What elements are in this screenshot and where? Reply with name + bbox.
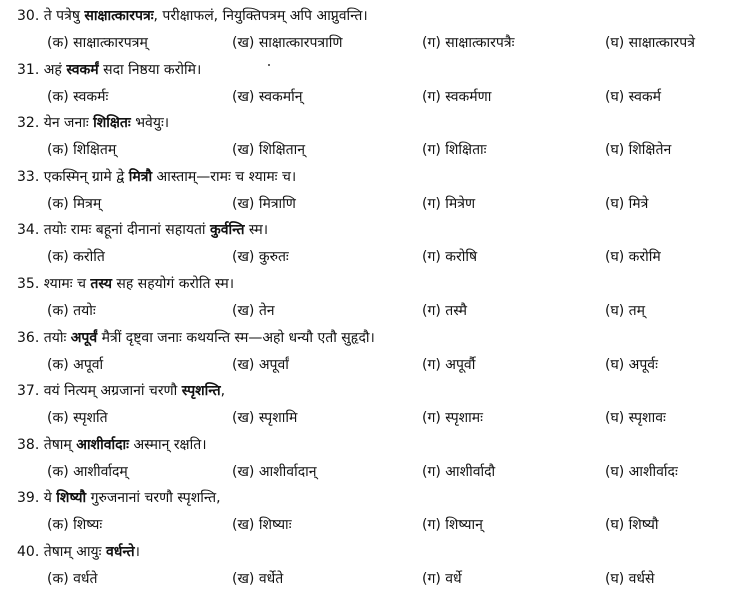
- question-number: 34.: [17, 222, 40, 239]
- option: (क) शिक्षितम्: [47, 142, 117, 159]
- question-stem: [17, 57, 201, 83]
- stem-text: तेषाम् आयुः: [43, 543, 106, 560]
- option: (ग) आशीर्वादौ: [422, 463, 496, 480]
- question-number: 36.: [17, 329, 40, 346]
- stem-text: येन जनाः: [43, 115, 94, 132]
- option: (ग) साक्षात्कारपत्रैः: [422, 35, 515, 51]
- question-number: 35.: [17, 275, 40, 292]
- question-item: [0, 325, 738, 379]
- option: (ग) अपूर्वौ: [422, 356, 476, 373]
- option: (क) वर्धते: [47, 570, 98, 587]
- question-number: 30.: [17, 8, 40, 24]
- highlighted-word: वर्धन्ते: [105, 543, 135, 560]
- stem-text: एकस्मिन् ग्रामे द्वे: [43, 168, 129, 185]
- question-stem: [17, 271, 234, 297]
- option: (क) साक्षात्कारपत्रम्: [47, 35, 148, 51]
- options-row: [0, 244, 738, 270]
- option: (ग) वर्धे: [422, 570, 462, 587]
- options-row: [0, 298, 738, 324]
- stem-text: सदा निष्ठया करोमि।: [98, 61, 202, 78]
- option: (क) तयोः: [47, 302, 96, 319]
- option: (क) शिष्यः: [47, 517, 103, 534]
- question-item: [0, 57, 738, 111]
- stem-text: अहं: [43, 61, 67, 78]
- stem-text: तेषाम्: [43, 436, 77, 453]
- question-stem: [17, 432, 207, 458]
- option: (घ) साक्षात्कारपत्रे: [605, 35, 695, 51]
- option: (ग) मित्रेण: [422, 195, 476, 212]
- question-stem: [17, 164, 296, 190]
- highlighted-word: कुर्वन्ति: [210, 222, 245, 239]
- question-number: 40.: [17, 543, 40, 560]
- option: (क) स्पृशति: [47, 410, 108, 427]
- highlighted-word: अपूर्वं: [70, 329, 98, 346]
- stem-text: ते पत्रेषु: [43, 8, 85, 24]
- option: (क) करोति: [47, 249, 105, 266]
- options-row: [0, 30, 738, 56]
- option: (घ) स्वकर्म: [605, 88, 662, 105]
- stem-text: गुरुजनानां चरणौ स्पृशन्ति,: [86, 490, 221, 507]
- question-item: [0, 164, 738, 218]
- question-stem: [17, 217, 268, 243]
- option: (ग) शिष्यान्: [422, 517, 483, 534]
- question-item: [0, 485, 738, 539]
- option: (क) स्वकर्मः: [47, 88, 109, 105]
- option: (ख) साक्षात्कारपत्राणि: [232, 35, 343, 51]
- stem-text: सह सहयोगं करोति स्म।: [111, 275, 235, 292]
- highlighted-word: स्पृशन्ति: [181, 383, 221, 400]
- option: (ख) वर्धेते: [232, 570, 284, 587]
- question-number: 39.: [17, 490, 40, 507]
- option: (ख) स्वकर्मान्: [232, 88, 303, 105]
- question-stem: [17, 110, 169, 136]
- question-item: [0, 539, 738, 593]
- options-row: [0, 352, 738, 378]
- option: (ख) मित्राणि: [232, 195, 296, 212]
- highlighted-word: शिष्यौ: [56, 490, 87, 507]
- option: (घ) शिक्षितेन: [605, 142, 672, 159]
- stem-text: , परीक्षाफलं, नियुक्तिपत्रम् अपि आप्नुवन्ति।: [153, 8, 368, 24]
- question-item: [0, 110, 738, 164]
- option: (ग) शिक्षिताः: [422, 142, 487, 159]
- option: (घ) स्पृशावः: [605, 410, 666, 427]
- question-number: 32.: [17, 115, 40, 132]
- stem-text: ।: [134, 543, 140, 560]
- options-row: [0, 191, 738, 217]
- highlighted-word: शिक्षितः: [93, 115, 131, 132]
- question-item: [0, 378, 738, 432]
- stem-text: तयोः रामः बहूनां दीनानां सहायतां: [43, 222, 211, 239]
- option: (ग) तस्मै: [422, 302, 468, 319]
- stem-text: स्म।: [244, 222, 269, 239]
- question-number: 37.: [17, 383, 40, 400]
- stem-text: ये: [43, 490, 57, 507]
- option: (क) अपूर्वा: [47, 356, 104, 373]
- option: (घ) अपूर्वः: [605, 356, 658, 373]
- option: (ख) कुरुतः: [232, 249, 289, 266]
- stem-text: श्यामः च: [43, 275, 91, 292]
- options-row: [0, 459, 738, 485]
- stem-text: वयं नित्यम् अग्रजानां चरणौ: [43, 383, 182, 400]
- options-row: [0, 566, 738, 592]
- question-number: 33.: [17, 168, 40, 185]
- option: (ख) शिक्षितान्: [232, 142, 306, 159]
- options-row: [0, 137, 738, 163]
- stem-text: भवेयुः।: [130, 115, 170, 132]
- option: (घ) आशीर्वादः: [605, 463, 678, 480]
- option: (घ) करोमि: [605, 249, 661, 266]
- option: (ख) आशीर्वादान्: [232, 463, 317, 480]
- option: (ग) करोषि: [422, 249, 478, 266]
- question-list: [0, 3, 738, 593]
- option: (ख) स्पृशामि: [232, 410, 298, 427]
- option: (ख) तेन: [232, 302, 275, 319]
- question-stem: [17, 539, 140, 565]
- option: (क) मित्रम्: [47, 195, 102, 212]
- highlighted-word: साक्षात्कारपत्रः: [84, 8, 154, 24]
- option: (ख) अपूर्वां: [232, 356, 289, 373]
- option: (घ) वर्धसे: [605, 570, 655, 587]
- stem-text: ,: [220, 383, 226, 400]
- options-row: [0, 512, 738, 538]
- question-stem: [17, 485, 221, 511]
- option: (घ) मित्रे: [605, 195, 649, 212]
- options-row: [0, 405, 738, 431]
- highlighted-word: आशीर्वादाः: [76, 436, 130, 453]
- option: (ग) स्पृशामः: [422, 410, 483, 427]
- option: (घ) तम्: [605, 302, 645, 319]
- question-stem: [17, 325, 375, 351]
- question-item: [0, 432, 738, 486]
- option: (क) आशीर्वादम्: [47, 463, 128, 480]
- question-stem: [17, 3, 368, 29]
- question-number: 38.: [17, 436, 40, 453]
- question-number: 31.: [17, 61, 40, 78]
- highlighted-word: तस्य: [90, 275, 112, 292]
- stem-text: तयोः: [43, 329, 71, 346]
- stray-dot: [268, 64, 270, 66]
- options-row: [0, 84, 738, 110]
- stem-text: आस्ताम्—रामः च श्यामः च।: [152, 168, 297, 185]
- question-item: [0, 271, 738, 325]
- question-item: [0, 217, 738, 271]
- question-stem: [17, 378, 225, 404]
- highlighted-word: मित्रौ: [128, 168, 153, 185]
- stem-text: अस्मान् रक्षति।: [129, 436, 207, 453]
- highlighted-word: स्वकर्मं: [66, 61, 99, 78]
- option: (ख) शिष्याः: [232, 517, 292, 534]
- option: (ग) स्वकर्मणा: [422, 88, 492, 105]
- question-item: [0, 3, 738, 57]
- stem-text: मैत्रीं दृष्ट्वा जनाः कथयन्ति स्म—अहो धन्यौ एतौ सुहृदौ।: [97, 329, 375, 346]
- option: (घ) शिष्यौ: [605, 517, 659, 534]
